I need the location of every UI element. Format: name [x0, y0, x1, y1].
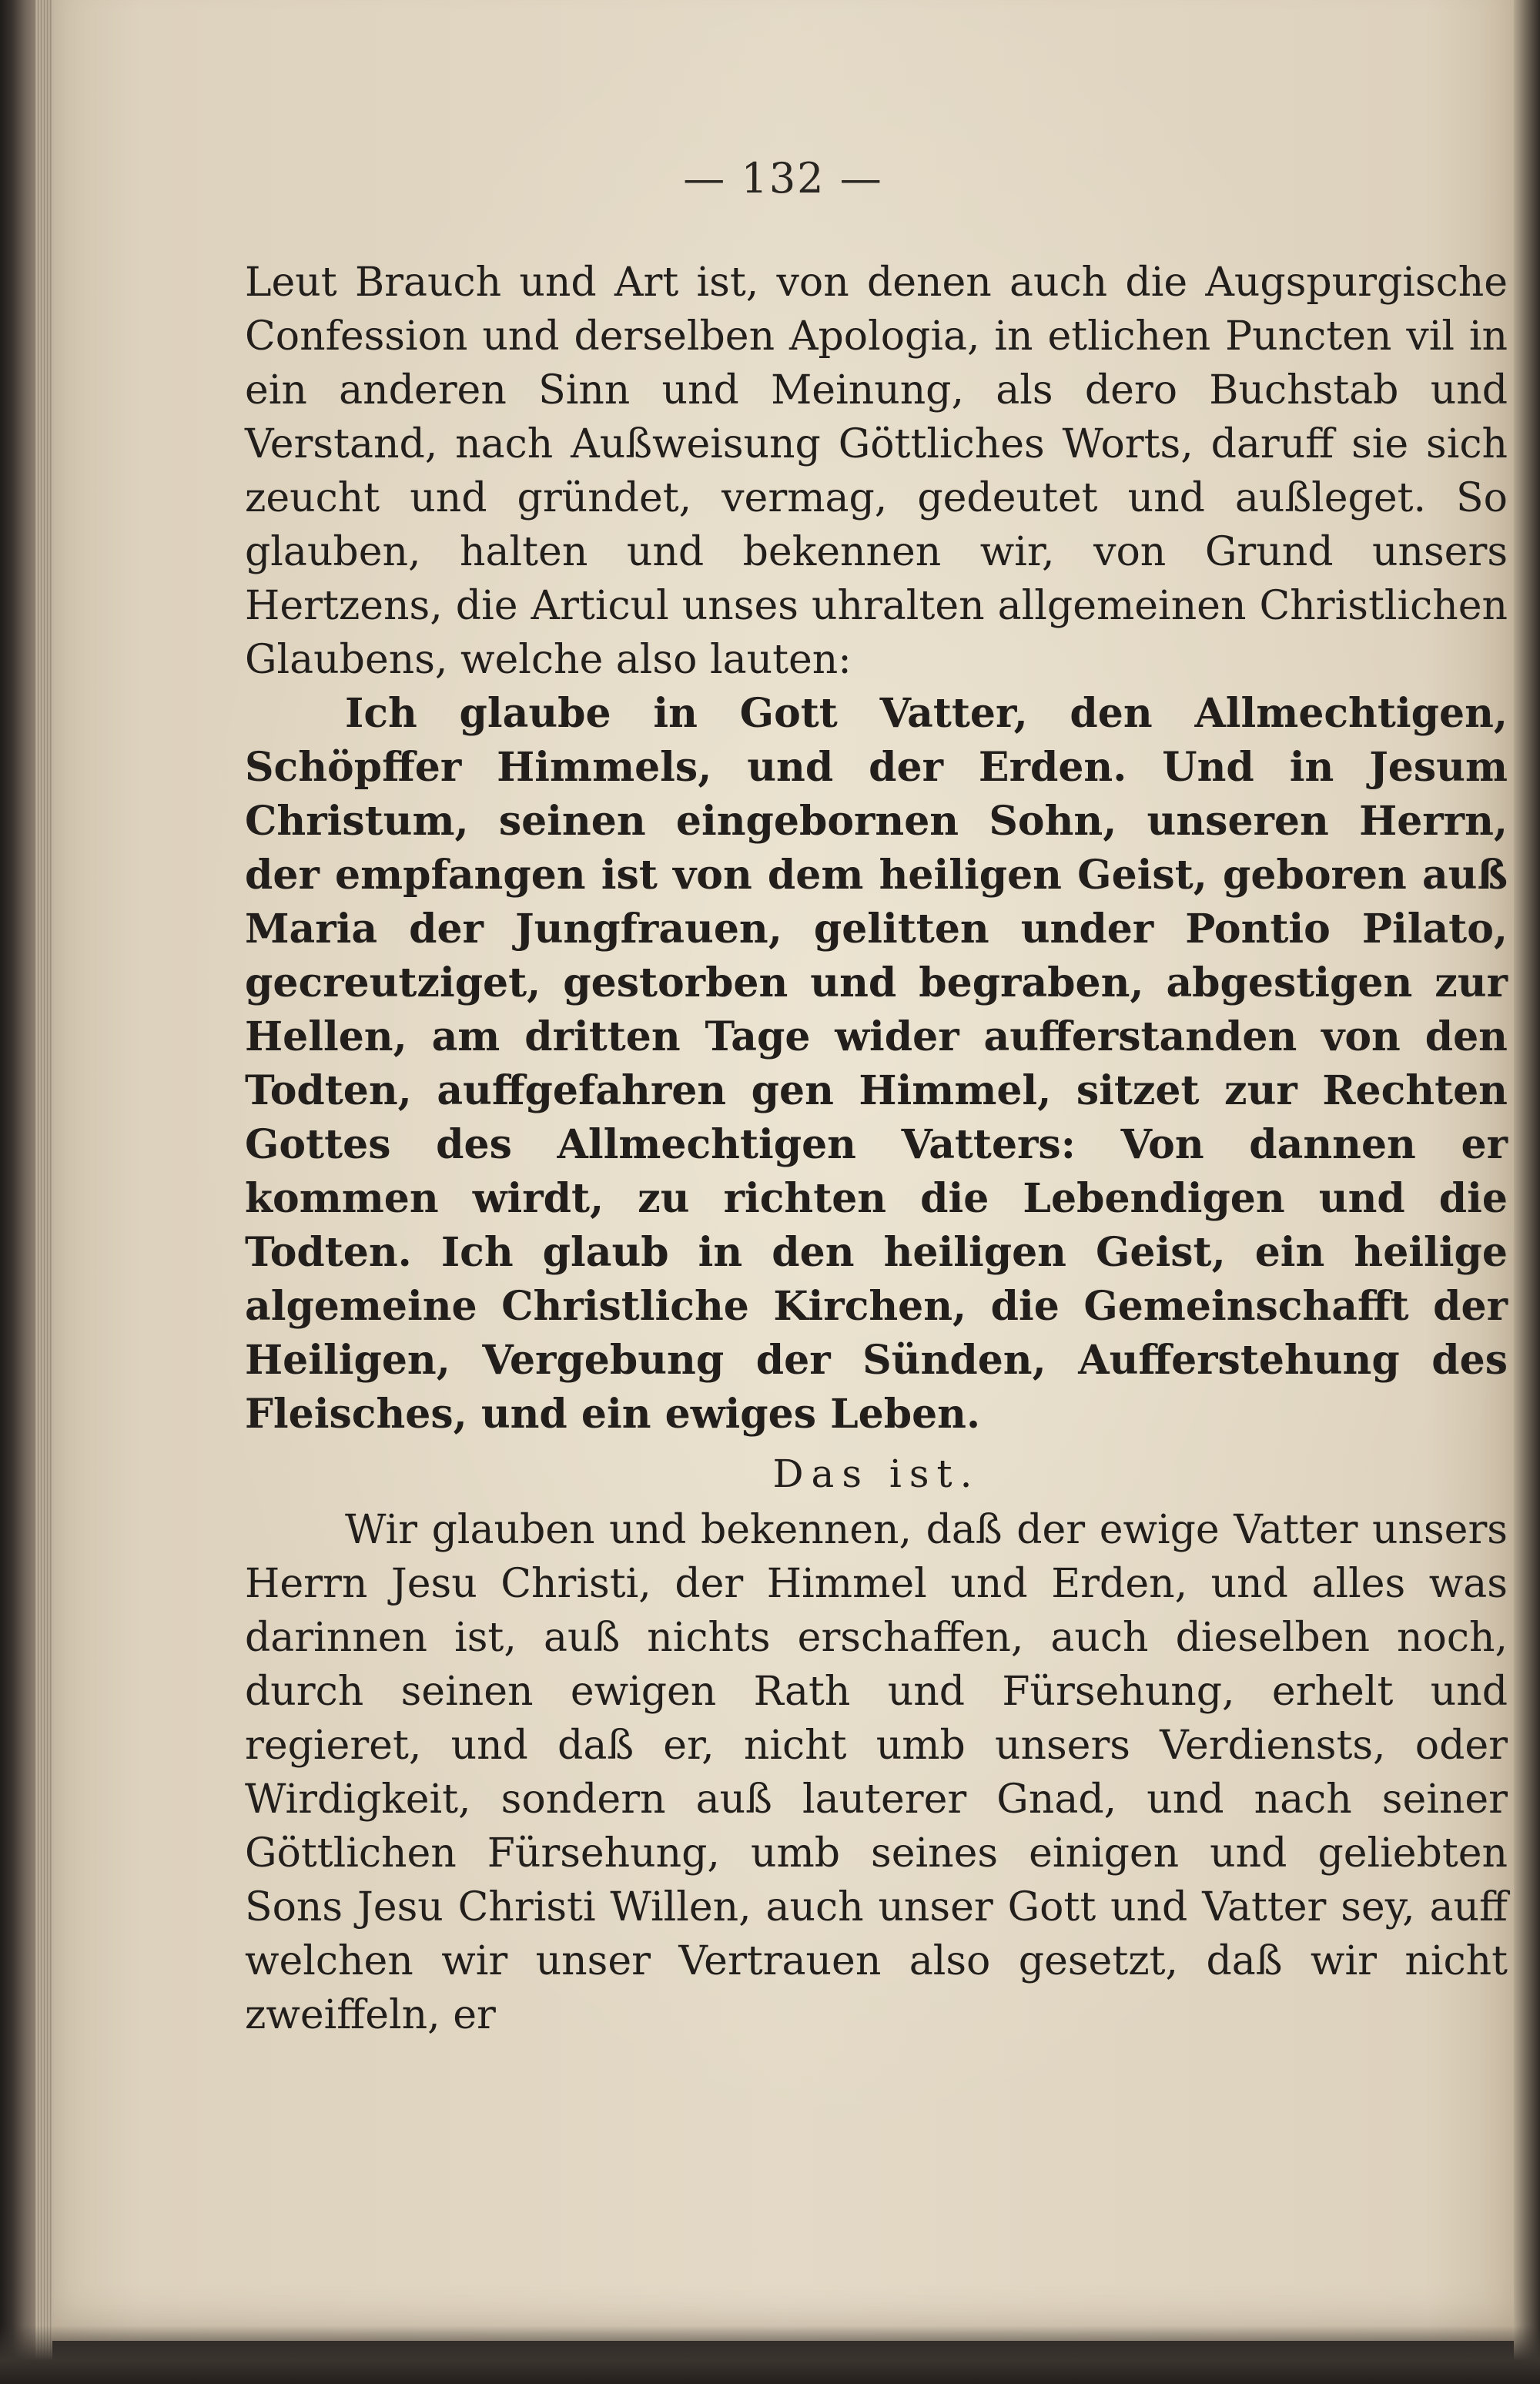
page-right-edge	[1514, 0, 1540, 2384]
creed-paragraph: Ich glaube in Gott Vatter, den Allmechtigen, Schöpffer Himmels, und der Erden. Und in Jesum Christum, seinen eingebornen Sohn, unseren Herrn, der empfangen ist von dem heiligen Geist, geboren auß Maria der Jungfrauen, gelitten under Pontio Pilato, gecreutziget, gestorben und begraben, abgestigen zur Hellen, am dritten Tage wider aufferstanden von den Todten, auffgefahren gen Himmel, sitzet zur Rechten Gottes des Allmechtigen Vatters: Von dannen er kommen wirdt, zu richten die Lebendigen und die Todten. Ich glaub in den heiligen Geist, ein heilige algemeine Christliche Kirchen, die Gemeinschafft der Heiligen, Vergebung der Sünden, Aufferstehung des Fleisches, und ein ewiges Leben.	[245, 690, 1508, 1438]
page-bottom-shadow	[0, 2325, 1540, 2384]
page-text-block	[245, 256, 1508, 2042]
intro-paragraph: Leut Brauch und Art ist, von denen auch die Augspurgische Confession und derselben Apologia, in etlichen Puncten vil in ein anderen Sinn und Meinung, als dero Buchstab und Verstand, nach Außweisung Göttliches Worts, daruff sie sich zeucht und gründet, vermag, gedeutet und außleget. So glauben, halten und bekennen wir, von Grund unsers Hertzens, die Articul unses uhralten allgemeinen Christlichen Glaubens, welche also lauten:	[245, 259, 1508, 683]
explanation-paragraph: Wir glauben und bekennen, daß der ewige Vatter unsers Herrn Jesu Christi, der Himmel und Erden, und alles was darinnen ist, auß nichts erschaffen, auch dieselben noch, durch seinen ewigen Rath und Fürsehung, erhelt und regieret, und daß er, nicht umb unsers Verdiensts, oder Wirdigkeit, sondern auß lauterer Gnad, und nach seiner Göttlichen Fürsehung, umb seines einigen und geliebten Sons Jesu Christi Willen, auch unser Gott und Vatter sey, auff welchen wir unser Vertrauen also gesetzt, daß wir nicht zweiffeln, er	[245, 1507, 1508, 2038]
page-edges	[35, 0, 52, 2384]
section-heading: Das ist.	[772, 1451, 980, 1496]
page-number: — 132 —	[683, 154, 883, 203]
book-binding	[0, 0, 35, 2384]
book-page	[52, 0, 1514, 2341]
